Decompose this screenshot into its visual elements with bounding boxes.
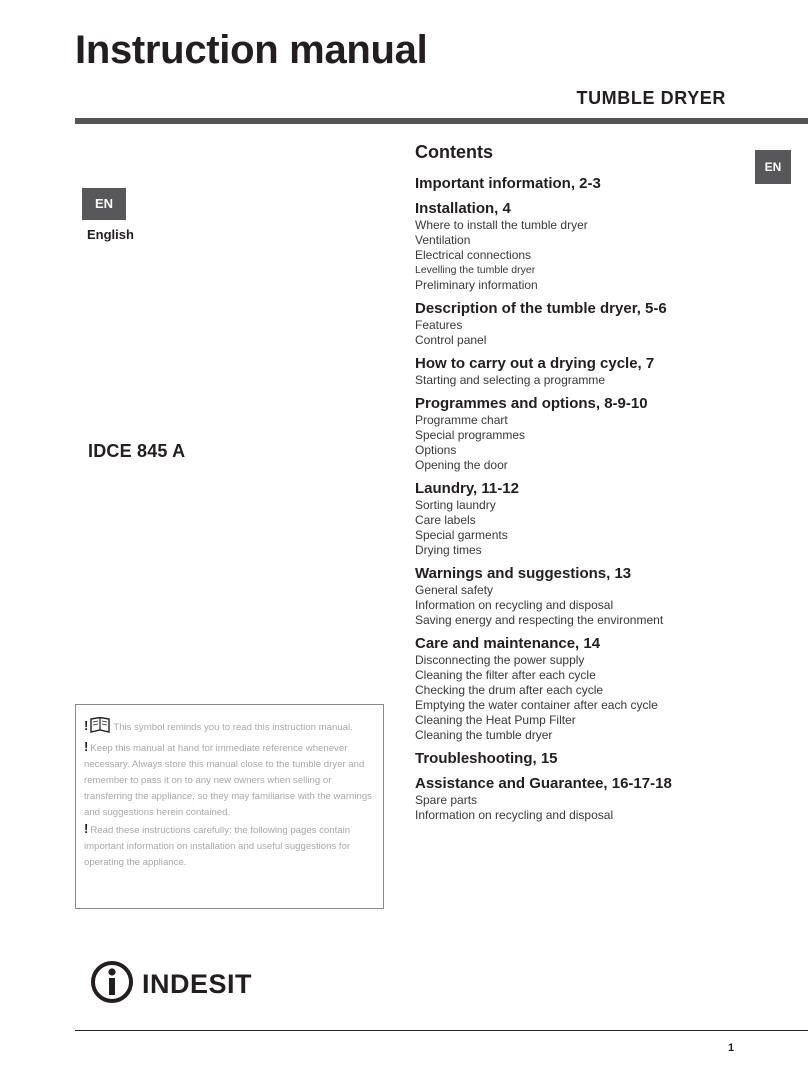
- section-item: Features: [415, 318, 463, 332]
- section-item: Cleaning the Heat Pump Filter: [415, 713, 576, 727]
- product-type: TUMBLE DRYER: [576, 88, 726, 108]
- contents-section: [415, 476, 795, 558]
- section-title: Warnings and suggestions, 13: [415, 565, 632, 582]
- section-title: Troubleshooting, 15: [415, 750, 558, 767]
- contents-section: [415, 746, 795, 768]
- section-item: Drying times: [415, 543, 482, 557]
- section-item: Options: [415, 443, 457, 457]
- warning-mark: !: [84, 718, 89, 733]
- section-item: Levelling the tumble dryer: [415, 264, 536, 276]
- section-item: Disconnecting the power supply: [415, 653, 585, 667]
- section-item: Emptying the water container after each cycle: [415, 698, 658, 712]
- section-title: Programmes and options, 8-9-10: [415, 395, 648, 412]
- section-item: General safety: [415, 583, 494, 597]
- contents-section: [415, 561, 795, 628]
- section-item: Ventilation: [415, 233, 471, 247]
- section-item: Sorting laundry: [415, 498, 496, 512]
- section-title: Assistance and Guarantee, 16-17-18: [415, 775, 672, 792]
- notice-text-2: Keep this manual at hand for immediate reference whenever necessary. Always store this manual close to the tumble dryer and remember to pass it on to any new owners when selling or transferring the appliance, so they may familiarise with the warnings and suggestions herein contained.: [84, 743, 372, 818]
- warning-mark: !: [84, 821, 89, 836]
- section-title: Description of the tumble dryer, 5-6: [415, 300, 667, 317]
- section-item: Programme chart: [415, 413, 508, 427]
- language-tab-badge: EN: [755, 150, 791, 184]
- section-item: Information on recycling and disposal: [415, 598, 614, 612]
- section-item: Starting and selecting a programme: [415, 373, 606, 387]
- section-title: Laundry, 11-12: [415, 480, 519, 497]
- page-title: Instruction manual: [75, 28, 428, 72]
- warning-mark: !: [84, 739, 89, 754]
- section-item: Special garments: [415, 528, 508, 542]
- contents-heading: Contents: [415, 142, 493, 162]
- section-item: Special programmes: [415, 428, 526, 442]
- section-item: Cleaning the filter after each cycle: [415, 668, 596, 682]
- section-item: Saving energy and respecting the environment: [415, 613, 664, 627]
- model-number: IDCE 845 A: [88, 441, 186, 461]
- manual-book-icon: [90, 717, 110, 739]
- indesit-i-icon: [90, 960, 134, 1009]
- contents-sections: [415, 171, 795, 823]
- section-title: How to carry out a drying cycle, 7: [415, 355, 655, 372]
- section-item: Where to install the tumble dryer: [415, 218, 588, 232]
- section-item: Information on recycling and disposal: [415, 808, 614, 822]
- brand-logo: [90, 960, 252, 1009]
- section-item: Checking the drum after each cycle: [415, 683, 604, 697]
- section-title: Care and maintenance, 14: [415, 635, 601, 652]
- section-item: Opening the door: [415, 458, 508, 472]
- notice-text-1: This symbol reminds you to read this instruction manual.: [113, 722, 353, 733]
- section-item: Care labels: [415, 513, 476, 527]
- contents-section: [415, 171, 795, 193]
- contents-section: [415, 196, 795, 293]
- notice-text-3: Read these instructions carefully: the following pages contain important information on installation and useful suggestions for operating the appliance.: [84, 825, 351, 868]
- page-number: 1: [728, 1042, 735, 1054]
- language-label: English: [87, 227, 134, 242]
- footer-divider: [75, 1030, 808, 1031]
- notice-paragraph-1: [84, 717, 375, 739]
- contents-section: [415, 351, 795, 388]
- header-divider: [75, 118, 808, 124]
- section-title: Installation, 4: [415, 200, 511, 217]
- section-item: Preliminary information: [415, 278, 538, 292]
- table-of-contents: [415, 141, 795, 826]
- notice-paragraph-3: [84, 821, 375, 871]
- notice-box: [75, 704, 384, 909]
- section-item: Control panel: [415, 333, 487, 347]
- contents-section: [415, 296, 795, 348]
- section-item: Electrical connections: [415, 248, 532, 262]
- contents-section: [415, 631, 795, 743]
- section-item: Spare parts: [415, 793, 478, 807]
- contents-section: [415, 391, 795, 473]
- section-title: Important information, 2-3: [415, 175, 601, 192]
- section-item: Cleaning the tumble dryer: [415, 728, 553, 742]
- contents-section: [415, 771, 795, 823]
- brand-name: INDESIT: [142, 969, 253, 999]
- notice-paragraph-2: [84, 739, 375, 821]
- language-badge: EN: [82, 188, 126, 220]
